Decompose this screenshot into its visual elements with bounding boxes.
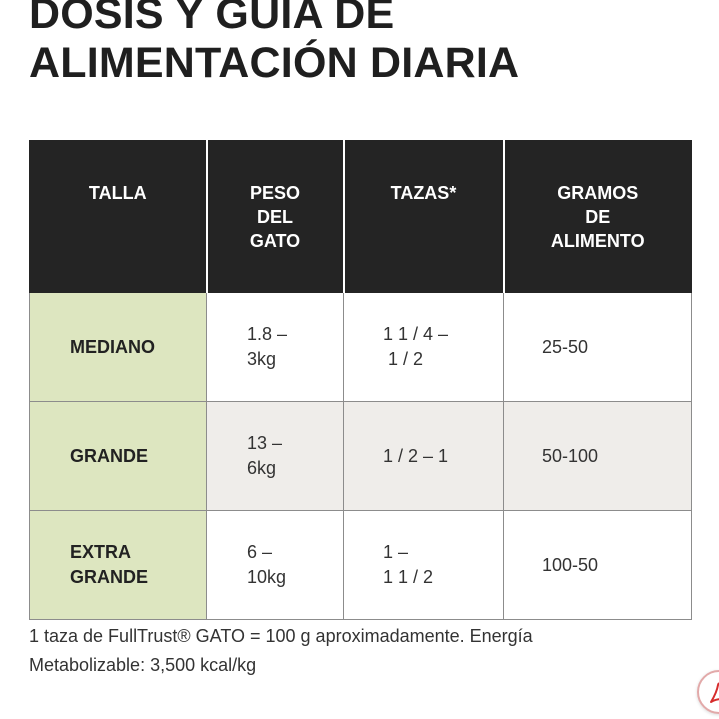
page-title (29, 0, 519, 88)
table-row (30, 511, 692, 620)
cups-cell (344, 511, 504, 620)
header-gramos-de-alimento (504, 141, 692, 293)
header-talla (30, 141, 207, 293)
header-label: DEL (257, 207, 293, 227)
page-title-line: ALIMENTACIÓN DIARIA (29, 39, 520, 87)
table-row (30, 402, 692, 511)
header-label: DE (585, 207, 611, 227)
cups-value: 1 / 2 – 1 (383, 445, 449, 466)
weight-value: 1.8 – (247, 324, 288, 344)
footnote (29, 622, 669, 680)
pdf-download-button[interactable] (697, 670, 719, 714)
size-label: EXTRA (70, 542, 132, 562)
page-title-line: DOSIS Y GUIA DE (29, 0, 395, 38)
header-peso-del-gato (207, 141, 344, 293)
footnote-line: Metabolizable: 3,500 kcal/kg (29, 655, 257, 675)
weight-value: 13 – (247, 433, 283, 453)
size-cell (30, 402, 207, 511)
size-cell (30, 293, 207, 402)
header-label: GRAMOS (557, 183, 639, 203)
header-label: TALLA (88, 183, 147, 203)
cups-value: 1 1 / 4 – (383, 324, 449, 344)
grams-cell (504, 402, 692, 511)
weight-value: 3kg (247, 349, 277, 369)
weight-cell (207, 511, 344, 620)
size-label: GRANDE (70, 567, 149, 587)
size-cell (30, 511, 207, 620)
header-label: GATO (249, 231, 301, 251)
weight-value: 10kg (247, 567, 287, 587)
grams-value: 100-50 (542, 554, 599, 575)
grams-value: 50-100 (542, 445, 599, 466)
cups-cell (344, 402, 504, 511)
grams-cell (504, 293, 692, 402)
header-label: TAZAS* (390, 183, 457, 203)
grams-cell (504, 511, 692, 620)
cups-cell (344, 293, 504, 402)
size-label: GRANDE (70, 445, 149, 466)
table-header-row (30, 141, 692, 293)
acrobat-pdf-icon (707, 681, 719, 707)
cups-value: 1 – (383, 542, 409, 562)
grams-value: 25-50 (542, 336, 589, 357)
header-label: PESO (249, 183, 301, 203)
footnote-line: 1 taza de FullTrust® GATO = 100 g aproximadamente. Energía (29, 626, 533, 646)
feeding-guide-table (29, 140, 692, 620)
weight-value: 6 – (247, 542, 273, 562)
weight-cell (207, 293, 344, 402)
header-tazas (344, 141, 504, 293)
cups-value: 1 1 / 2 (383, 567, 434, 587)
cups-value: 1 / 2 (383, 349, 424, 369)
weight-cell (207, 402, 344, 511)
weight-value: 6kg (247, 458, 277, 478)
header-label: ALIMENTO (550, 231, 645, 251)
size-label: MEDIANO (70, 336, 155, 357)
table-row (30, 293, 692, 402)
